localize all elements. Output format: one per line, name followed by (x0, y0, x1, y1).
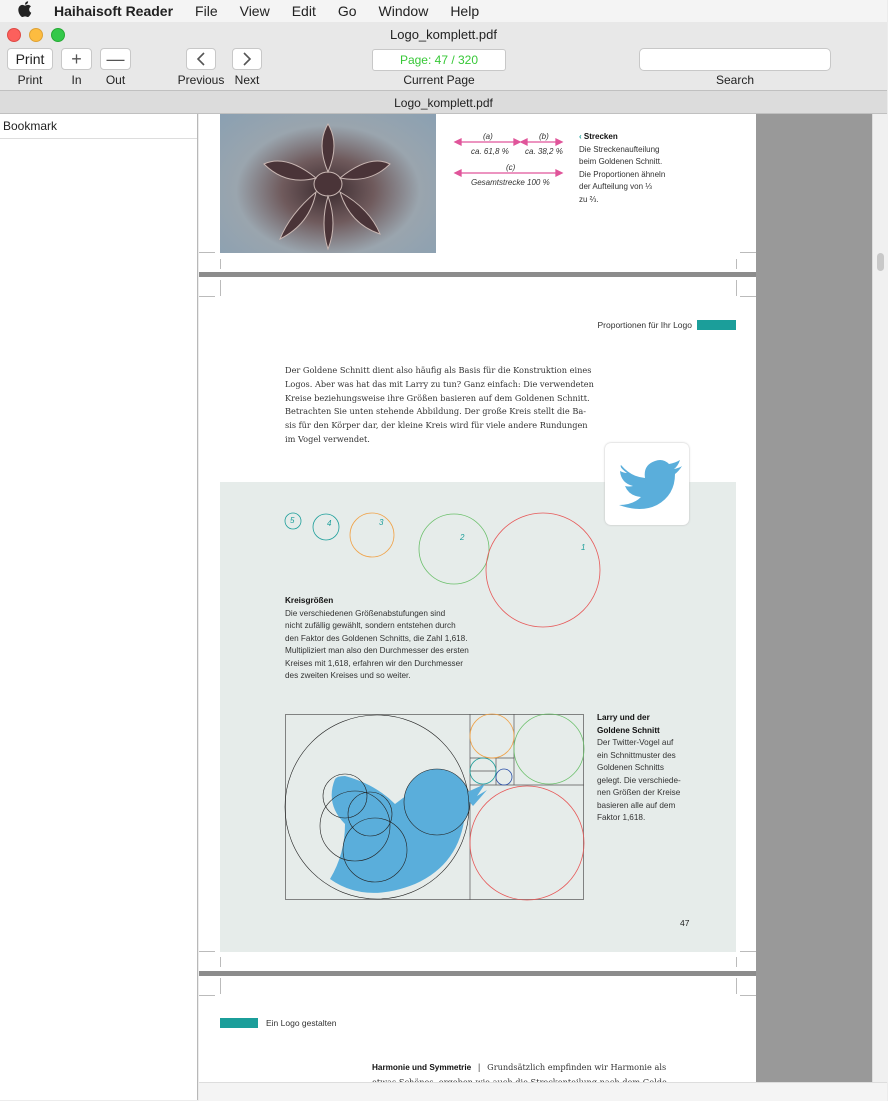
page-separator (199, 971, 756, 976)
zoom-out-label: Out (105, 73, 126, 87)
kreis-line: Die verschiedenen Größenabstufungen sind (285, 608, 446, 618)
header-accent-bar (220, 1018, 258, 1028)
strecken-line: zu ⅔. (579, 194, 599, 204)
current-page-label: Current Page (403, 73, 475, 87)
larry-line: gelegt. Die verschiede- (597, 775, 681, 785)
menu-view[interactable]: View (239, 3, 270, 19)
lead-separator: | (477, 1062, 481, 1072)
kreis-line: Multipliziert man also den Durchmesser des ersten (285, 646, 469, 655)
search-label: Search (715, 73, 755, 87)
segment-b-value: ca. 38,2 % (525, 147, 563, 156)
crop-mark (199, 296, 215, 297)
larry-line: basieren alle auf dem (597, 800, 676, 810)
bookmark-sidebar (0, 114, 198, 1100)
crop-mark (220, 280, 221, 296)
segment-a-label: (a) (483, 132, 493, 141)
crop-mark (199, 252, 215, 253)
pine-cone-image (220, 114, 436, 253)
circle-number: 2 (460, 533, 465, 542)
strecken-line: beim Goldenen Schnitt. (579, 157, 663, 166)
app-menu[interactable]: Haihaisoft Reader (54, 3, 174, 19)
zoom-in-button[interactable] (61, 48, 92, 70)
close-window-button[interactable] (7, 28, 21, 42)
window-title: Logo_komplett.pdf (0, 22, 887, 46)
body-line: Logos. Aber was hat das mit Larry zu tun? Ganz einfach: Die verwendeten (285, 378, 594, 389)
segment-a-value: ca. 61,8 % (471, 147, 509, 156)
bookmark-header[interactable]: Bookmark (0, 114, 197, 139)
crop-mark (220, 957, 221, 967)
page-number-field[interactable]: Page: 47 / 320 (372, 49, 506, 71)
crop-mark (740, 296, 756, 297)
strecken-title: Strecken (583, 132, 618, 141)
kreis-line: den Faktor des Goldenen Schnitts, die Zahl 1,618. (285, 633, 468, 643)
circle-number: 5 (290, 516, 295, 525)
kreis-line: des zweiten Kreises und so weiter. (285, 671, 411, 680)
body-line: Betrachten Sie unten stehende Abbildung. Der große Kreis stellt die Ba- (285, 406, 586, 417)
strecken-line: Die Streckenaufteilung (579, 144, 660, 154)
larry-title: Larry und der (597, 713, 650, 722)
crop-mark (736, 259, 737, 269)
crop-mark (736, 280, 737, 296)
menu-window[interactable]: Window (378, 3, 429, 19)
menu-file[interactable]: File (195, 3, 218, 19)
body-paragraph (285, 364, 594, 447)
caret-icon: ‹ (579, 132, 582, 141)
search-input[interactable] (639, 48, 831, 71)
larry-title: Goldene Schnitt (597, 725, 660, 735)
plus-icon: + (71, 49, 82, 69)
apple-icon[interactable] (18, 1, 36, 21)
kreis-line: Kreises mit 1,618, erfahren wir den Durchmesser (285, 658, 463, 668)
kreis-title: Kreisgrößen (285, 596, 334, 605)
twitter-bird-icon (605, 443, 689, 525)
larry-line: Faktor 1,618. (597, 813, 646, 822)
next-button[interactable] (232, 48, 262, 70)
zoom-in-label: In (71, 73, 82, 87)
crop-mark (199, 995, 215, 996)
body-line: Der Goldene Schnitt dient also häufig als Basis für die Konstruktion eines (285, 365, 592, 375)
larry-line: Der Twitter-Vogel auf (597, 738, 674, 747)
vertical-scrollbar[interactable] (872, 114, 888, 1082)
menu-edit[interactable]: Edit (291, 3, 316, 19)
print-button[interactable]: Print (7, 48, 53, 70)
larry-line: Goldenen Schnitts (597, 763, 664, 772)
body-line (372, 1075, 670, 1081)
body-line: Kreise beziehungsweise ihre Größen basieren auf dem Goldenen Schnitt. (285, 392, 590, 403)
crop-mark (736, 957, 737, 967)
scroll-thumb[interactable] (877, 253, 884, 271)
page-header: Proportionen für Ihr Logo (597, 320, 692, 330)
minus-icon: — (106, 49, 125, 69)
crop-mark (220, 259, 221, 269)
larry-line: nen Größen der Kreise (597, 788, 681, 797)
twitter-logo-card (605, 443, 689, 525)
larry-caption (597, 712, 681, 825)
strecken-line: der Aufteilung von ⅓ (579, 182, 652, 191)
toolbar (0, 46, 887, 90)
body-line: im Vogel verwendet. (285, 433, 370, 444)
segment-b-label: (b) (539, 132, 549, 141)
circle-number: 3 (379, 518, 384, 527)
strecken-line: Die Proportionen ähneln (579, 169, 666, 179)
header-accent-bar (697, 320, 736, 330)
crop-mark (199, 951, 215, 952)
crop-mark (740, 252, 756, 253)
golden-bird-diagram (285, 714, 585, 900)
crop-mark (740, 951, 756, 952)
segment-c-value: Gesamtstrecke 100 % (471, 178, 550, 187)
horizontal-scrollbar[interactable] (199, 1082, 887, 1101)
zoom-window-button[interactable] (51, 28, 65, 42)
menu-help[interactable]: Help (450, 3, 480, 19)
document-viewer[interactable] (199, 114, 872, 1082)
minimize-window-button[interactable] (29, 28, 43, 42)
page-separator (199, 272, 756, 277)
kreis-line: nicht zufällig gewählt, sondern entstehen durch (285, 621, 456, 630)
window-controls (7, 28, 65, 42)
viewer-background (756, 114, 872, 1082)
crop-mark (740, 995, 756, 996)
print-label: Print (17, 73, 43, 87)
chevron-right-icon (242, 52, 252, 66)
segment-c-label: (c) (506, 163, 516, 172)
next-label: Next (234, 73, 260, 87)
body-line: sis für den Körper dar, der kleine Kreis wird für viele andere Rundungen (285, 420, 588, 431)
crop-mark (220, 978, 221, 994)
document-title-bar: Logo_komplett.pdf (0, 90, 887, 114)
page-number: 47 (680, 918, 690, 928)
previous-button[interactable] (186, 48, 216, 70)
circle-number: 1 (581, 543, 586, 552)
strecken-caption (579, 131, 665, 206)
body-paragraph (372, 1061, 670, 1081)
menu-bar (0, 0, 887, 23)
previous-label: Previous (177, 73, 225, 87)
larry-line: ein Schnittmuster des (597, 750, 676, 760)
crop-mark (736, 978, 737, 994)
kreis-caption (285, 595, 469, 683)
zoom-out-button[interactable] (100, 48, 131, 70)
circle-number: 4 (327, 519, 332, 528)
lead-heading: Harmonie und Symmetrie (372, 1063, 472, 1072)
chevron-left-icon (196, 52, 206, 66)
menu-go[interactable]: Go (337, 3, 357, 19)
body-line: Grundsätzlich empfinden wir Harmonie als (487, 1062, 667, 1072)
page-header: Ein Logo gestalten (266, 1018, 337, 1028)
